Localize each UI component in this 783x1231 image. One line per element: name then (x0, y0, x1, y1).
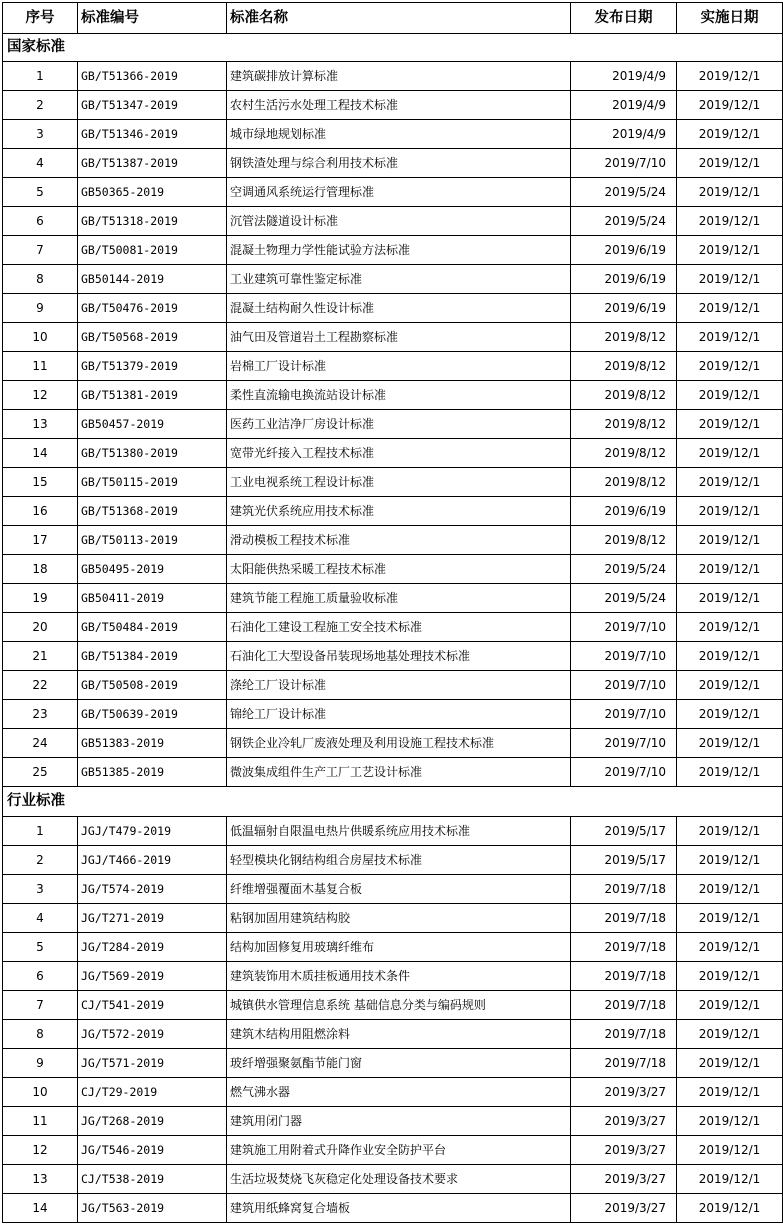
standard-name: 石油化工建设工程施工安全技术标准 (227, 613, 571, 642)
standard-name: 空调通风系统运行管理标准 (227, 178, 571, 207)
table-row (3, 700, 783, 729)
table-row (3, 497, 783, 526)
publish-date: 2019/3/27 (571, 1107, 677, 1136)
standard-code: GB/T51380-2019 (78, 439, 227, 468)
table-row (3, 1020, 783, 1049)
publish-date: 2019/6/19 (571, 497, 677, 526)
standard-code: CJ/T541-2019 (78, 991, 227, 1020)
standard-code: GB50411-2019 (78, 584, 227, 613)
row-number: 14 (3, 1194, 78, 1223)
row-number: 5 (3, 178, 78, 207)
table-row (3, 410, 783, 439)
table-body (3, 34, 783, 1223)
standard-name: 燃气沸水器 (227, 1078, 571, 1107)
publish-date: 2019/7/10 (571, 671, 677, 700)
standard-name: 建筑装饰用木质挂板通用技术条件 (227, 962, 571, 991)
standard-code: JG/T268-2019 (78, 1107, 227, 1136)
implement-date: 2019/12/1 (677, 875, 783, 904)
publish-date: 2019/4/9 (571, 62, 677, 91)
table-row (3, 1194, 783, 1223)
standard-name: 滑动模板工程技术标准 (227, 526, 571, 555)
row-number: 3 (3, 120, 78, 149)
implement-date: 2019/12/1 (677, 584, 783, 613)
standard-name: 玻纤增强聚氨酯节能门窗 (227, 1049, 571, 1078)
standard-code: JG/T271-2019 (78, 904, 227, 933)
implement-date: 2019/12/1 (677, 149, 783, 178)
implement-date: 2019/12/1 (677, 962, 783, 991)
standard-name: 微波集成组件生产工厂工艺设计标准 (227, 758, 571, 787)
standard-name: 混凝土结构耐久性设计标准 (227, 294, 571, 323)
publish-date: 2019/7/10 (571, 149, 677, 178)
header-publish-date: 发布日期 (571, 3, 677, 34)
table-row (3, 178, 783, 207)
row-number: 6 (3, 962, 78, 991)
table-row (3, 294, 783, 323)
header-name: 标准名称 (227, 3, 571, 34)
standard-code: GB50495-2019 (78, 555, 227, 584)
implement-date: 2019/12/1 (677, 642, 783, 671)
publish-date: 2019/8/12 (571, 410, 677, 439)
row-number: 18 (3, 555, 78, 584)
row-number: 19 (3, 584, 78, 613)
row-number: 7 (3, 236, 78, 265)
implement-date: 2019/12/1 (677, 555, 783, 584)
standard-name: 涤纶工厂设计标准 (227, 671, 571, 700)
implement-date: 2019/12/1 (677, 323, 783, 352)
implement-date: 2019/12/1 (677, 468, 783, 497)
implement-date: 2019/12/1 (677, 846, 783, 875)
implement-date: 2019/12/1 (677, 265, 783, 294)
row-number: 10 (3, 1078, 78, 1107)
implement-date: 2019/12/1 (677, 91, 783, 120)
standard-name: 农村生活污水处理工程技术标准 (227, 91, 571, 120)
table-row (3, 352, 783, 381)
row-number: 13 (3, 410, 78, 439)
table-row (3, 323, 783, 352)
standard-code: GB/T51347-2019 (78, 91, 227, 120)
standard-name: 生活垃圾焚烧飞灰稳定化处理设备技术要求 (227, 1165, 571, 1194)
implement-date: 2019/12/1 (677, 1136, 783, 1165)
row-number: 25 (3, 758, 78, 787)
standard-name: 太阳能供热采暖工程技术标准 (227, 555, 571, 584)
standard-code: JG/T574-2019 (78, 875, 227, 904)
standard-name: 建筑光伏系统应用技术标准 (227, 497, 571, 526)
standard-name: 石油化工大型设备吊装现场地基处理技术标准 (227, 642, 571, 671)
standard-name: 建筑节能工程施工质量验收标准 (227, 584, 571, 613)
standard-code: GB/T51318-2019 (78, 207, 227, 236)
table-row (3, 758, 783, 787)
row-number: 20 (3, 613, 78, 642)
standard-code: GB/T50115-2019 (78, 468, 227, 497)
header-code: 标准编号 (78, 3, 227, 34)
implement-date: 2019/12/1 (677, 758, 783, 787)
row-number: 9 (3, 294, 78, 323)
table-row (3, 584, 783, 613)
standard-code: GB/T51368-2019 (78, 497, 227, 526)
implement-date: 2019/12/1 (677, 1165, 783, 1194)
table-row (3, 439, 783, 468)
table-row (3, 555, 783, 584)
standard-name: 轻型模块化钢结构组合房屋技术标准 (227, 846, 571, 875)
table-row (3, 1078, 783, 1107)
section-title: 行业标准 (3, 787, 783, 817)
publish-date: 2019/5/24 (571, 178, 677, 207)
standard-code: GB50457-2019 (78, 410, 227, 439)
table-row (3, 962, 783, 991)
implement-date: 2019/12/1 (677, 207, 783, 236)
row-number: 4 (3, 149, 78, 178)
standard-name: 锦纶工厂设计标准 (227, 700, 571, 729)
publish-date: 2019/7/10 (571, 758, 677, 787)
publish-date: 2019/5/24 (571, 207, 677, 236)
publish-date: 2019/6/19 (571, 265, 677, 294)
row-number: 12 (3, 381, 78, 410)
table-row (3, 62, 783, 91)
table-row (3, 875, 783, 904)
table-row (3, 381, 783, 410)
publish-date: 2019/6/19 (571, 236, 677, 265)
standard-name: 建筑木结构用阻燃涂料 (227, 1020, 571, 1049)
table-row (3, 1165, 783, 1194)
implement-date: 2019/12/1 (677, 439, 783, 468)
standard-code: GB51383-2019 (78, 729, 227, 758)
row-number: 16 (3, 497, 78, 526)
standard-name: 油气田及管道岩土工程勘察标准 (227, 323, 571, 352)
table-row (3, 91, 783, 120)
table-row (3, 613, 783, 642)
row-number: 22 (3, 671, 78, 700)
table-row (3, 265, 783, 294)
publish-date: 2019/7/18 (571, 1020, 677, 1049)
row-number: 21 (3, 642, 78, 671)
publish-date: 2019/8/12 (571, 381, 677, 410)
table-row (3, 991, 783, 1020)
publish-date: 2019/3/27 (571, 1078, 677, 1107)
row-number: 15 (3, 468, 78, 497)
row-number: 8 (3, 265, 78, 294)
table-row (3, 207, 783, 236)
standard-name: 混凝土物理力学性能试验方法标准 (227, 236, 571, 265)
standard-name: 粘钢加固用建筑结构胶 (227, 904, 571, 933)
standard-name: 城市绿地规划标准 (227, 120, 571, 149)
row-number: 24 (3, 729, 78, 758)
publish-date: 2019/8/12 (571, 526, 677, 555)
standard-code: GB50144-2019 (78, 265, 227, 294)
standard-code: JGJ/T466-2019 (78, 846, 227, 875)
table-row (3, 236, 783, 265)
standard-code: GB/T51381-2019 (78, 381, 227, 410)
standard-code: JGJ/T479-2019 (78, 817, 227, 846)
implement-date: 2019/12/1 (677, 62, 783, 91)
standard-name: 钢铁渣处理与综合利用技术标准 (227, 149, 571, 178)
table-row (3, 1049, 783, 1078)
table-row (3, 846, 783, 875)
row-number: 1 (3, 817, 78, 846)
table-row (3, 817, 783, 846)
standard-code: GB50365-2019 (78, 178, 227, 207)
implement-date: 2019/12/1 (677, 817, 783, 846)
row-number: 14 (3, 439, 78, 468)
implement-date: 2019/12/1 (677, 933, 783, 962)
standard-name: 建筑用闭门器 (227, 1107, 571, 1136)
standard-code: JG/T572-2019 (78, 1020, 227, 1049)
table-row (3, 149, 783, 178)
standard-name: 建筑施工用附着式升降作业安全防护平台 (227, 1136, 571, 1165)
implement-date: 2019/12/1 (677, 1049, 783, 1078)
implement-date: 2019/12/1 (677, 700, 783, 729)
standard-code: GB/T50113-2019 (78, 526, 227, 555)
standard-name: 建筑碳排放计算标准 (227, 62, 571, 91)
publish-date: 2019/3/27 (571, 1136, 677, 1165)
publish-date: 2019/7/10 (571, 729, 677, 758)
standard-code: JG/T569-2019 (78, 962, 227, 991)
row-number: 12 (3, 1136, 78, 1165)
publish-date: 2019/7/10 (571, 700, 677, 729)
standard-name: 沉管法隧道设计标准 (227, 207, 571, 236)
row-number: 11 (3, 352, 78, 381)
section-row (3, 34, 783, 62)
row-number: 9 (3, 1049, 78, 1078)
publish-date: 2019/7/18 (571, 904, 677, 933)
publish-date: 2019/8/12 (571, 352, 677, 381)
standard-name: 柔性直流输电换流站设计标准 (227, 381, 571, 410)
publish-date: 2019/3/27 (571, 1194, 677, 1223)
standard-code: JG/T563-2019 (78, 1194, 227, 1223)
implement-date: 2019/12/1 (677, 236, 783, 265)
standard-code: CJ/T29-2019 (78, 1078, 227, 1107)
table-row (3, 1107, 783, 1136)
implement-date: 2019/12/1 (677, 294, 783, 323)
section-title: 国家标准 (3, 34, 783, 62)
standard-code: GB/T51384-2019 (78, 642, 227, 671)
publish-date: 2019/7/18 (571, 1049, 677, 1078)
standard-code: GB/T50568-2019 (78, 323, 227, 352)
publish-date: 2019/8/12 (571, 439, 677, 468)
row-number: 2 (3, 846, 78, 875)
row-number: 3 (3, 875, 78, 904)
publish-date: 2019/5/24 (571, 584, 677, 613)
publish-date: 2019/7/18 (571, 991, 677, 1020)
publish-date: 2019/8/12 (571, 323, 677, 352)
publish-date: 2019/4/9 (571, 91, 677, 120)
row-number: 11 (3, 1107, 78, 1136)
table-row (3, 468, 783, 497)
implement-date: 2019/12/1 (677, 991, 783, 1020)
standard-code: GB/T50508-2019 (78, 671, 227, 700)
publish-date: 2019/7/18 (571, 933, 677, 962)
standard-code: GB51385-2019 (78, 758, 227, 787)
implement-date: 2019/12/1 (677, 178, 783, 207)
standard-name: 结构加固修复用玻璃纤维布 (227, 933, 571, 962)
publish-date: 2019/5/17 (571, 846, 677, 875)
publish-date: 2019/4/9 (571, 120, 677, 149)
table-row (3, 1136, 783, 1165)
implement-date: 2019/12/1 (677, 526, 783, 555)
standard-code: CJ/T538-2019 (78, 1165, 227, 1194)
implement-date: 2019/12/1 (677, 671, 783, 700)
table-row (3, 526, 783, 555)
standard-name: 低温辐射自限温电热片供暖系统应用技术标准 (227, 817, 571, 846)
row-number: 10 (3, 323, 78, 352)
publish-date: 2019/3/27 (571, 1165, 677, 1194)
publish-date: 2019/5/17 (571, 817, 677, 846)
standard-code: GB/T50639-2019 (78, 700, 227, 729)
publish-date: 2019/7/18 (571, 962, 677, 991)
standard-code: JG/T546-2019 (78, 1136, 227, 1165)
implement-date: 2019/12/1 (677, 1194, 783, 1223)
implement-date: 2019/12/1 (677, 904, 783, 933)
table-row (3, 904, 783, 933)
standard-code: GB/T51379-2019 (78, 352, 227, 381)
standard-name: 岩棉工厂设计标准 (227, 352, 571, 381)
standard-name: 工业建筑可靠性鉴定标准 (227, 265, 571, 294)
standard-code: GB/T50484-2019 (78, 613, 227, 642)
publish-date: 2019/7/18 (571, 875, 677, 904)
table-row (3, 671, 783, 700)
row-number: 23 (3, 700, 78, 729)
row-number: 6 (3, 207, 78, 236)
standard-code: GB/T51366-2019 (78, 62, 227, 91)
standard-code: JG/T571-2019 (78, 1049, 227, 1078)
implement-date: 2019/12/1 (677, 120, 783, 149)
row-number: 5 (3, 933, 78, 962)
table-row (3, 933, 783, 962)
publish-date: 2019/6/19 (571, 294, 677, 323)
publish-date: 2019/7/10 (571, 642, 677, 671)
standard-name: 医药工业洁净厂房设计标准 (227, 410, 571, 439)
row-number: 4 (3, 904, 78, 933)
standard-code: GB/T50476-2019 (78, 294, 227, 323)
implement-date: 2019/12/1 (677, 729, 783, 758)
row-number: 17 (3, 526, 78, 555)
header-implement-date: 实施日期 (677, 3, 783, 34)
implement-date: 2019/12/1 (677, 1107, 783, 1136)
publish-date: 2019/7/10 (571, 613, 677, 642)
header-row (3, 3, 783, 34)
standard-name: 城镇供水管理信息系统 基础信息分类与编码规则 (227, 991, 571, 1020)
row-number: 7 (3, 991, 78, 1020)
implement-date: 2019/12/1 (677, 410, 783, 439)
implement-date: 2019/12/1 (677, 613, 783, 642)
standard-name: 宽带光纤接入工程技术标准 (227, 439, 571, 468)
row-number: 13 (3, 1165, 78, 1194)
implement-date: 2019/12/1 (677, 1020, 783, 1049)
standard-name: 钢铁企业冷轧厂废液处理及利用设施工程技术标准 (227, 729, 571, 758)
standards-table (2, 2, 783, 1223)
publish-date: 2019/8/12 (571, 468, 677, 497)
implement-date: 2019/12/1 (677, 497, 783, 526)
header-no: 序号 (3, 3, 78, 34)
standard-code: GB/T50081-2019 (78, 236, 227, 265)
row-number: 1 (3, 62, 78, 91)
standard-name: 建筑用纸蜂窝复合墙板 (227, 1194, 571, 1223)
row-number: 2 (3, 91, 78, 120)
implement-date: 2019/12/1 (677, 1078, 783, 1107)
row-number: 8 (3, 1020, 78, 1049)
publish-date: 2019/5/24 (571, 555, 677, 584)
standard-name: 工业电视系统工程设计标准 (227, 468, 571, 497)
section-row (3, 787, 783, 817)
standard-code: GB/T51346-2019 (78, 120, 227, 149)
table-row (3, 642, 783, 671)
standard-code: JG/T284-2019 (78, 933, 227, 962)
table-row (3, 120, 783, 149)
table-row (3, 729, 783, 758)
standard-code: GB/T51387-2019 (78, 149, 227, 178)
implement-date: 2019/12/1 (677, 381, 783, 410)
standard-name: 纤维增强覆面木基复合板 (227, 875, 571, 904)
implement-date: 2019/12/1 (677, 352, 783, 381)
